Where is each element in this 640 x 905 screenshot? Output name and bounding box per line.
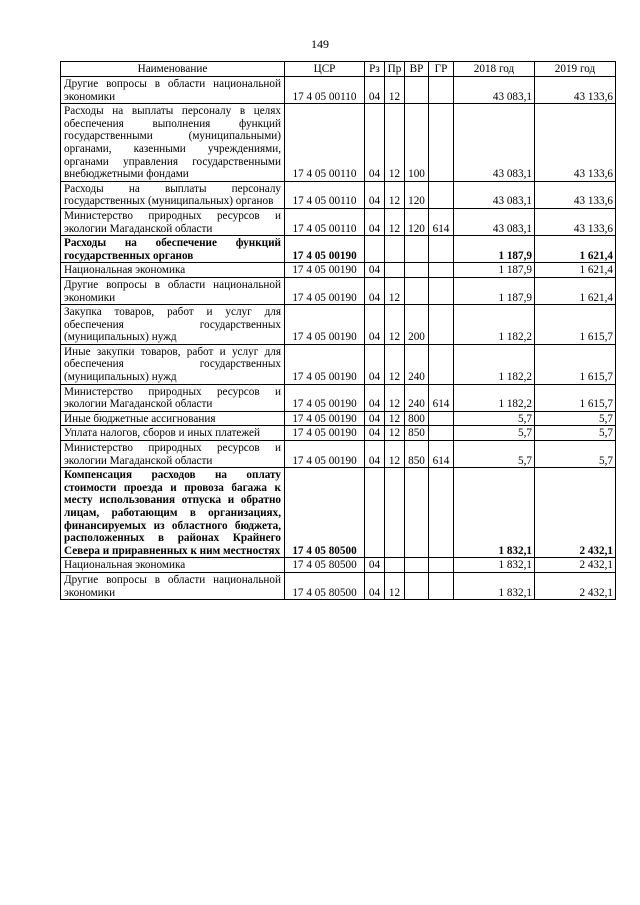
row-csr: 17 4 05 80500 [285,572,365,599]
row-csr: 17 4 05 80500 [285,558,365,573]
row-vr: 200 [405,305,429,345]
row-name: Иные бюджетные ассигнования [61,411,285,426]
table-row [61,104,616,182]
row-pr: 12 [385,426,405,441]
row-2019: 1 621,4 [535,263,616,278]
row-2018: 1 832,1 [454,558,535,573]
row-name: Уплата налогов, сборов и иных платежей [61,426,285,441]
table-row [61,441,616,468]
row-pr [385,263,405,278]
row-pr: 12 [385,441,405,468]
row-gr: 614 [429,384,454,411]
table-row [61,208,616,235]
row-vr: 800 [405,411,429,426]
row-2018: 5,7 [454,426,535,441]
table-row [61,558,616,573]
row-gr [429,77,454,104]
row-name: Другие вопросы в области национальной экономики [61,277,285,304]
row-vr: 850 [405,441,429,468]
row-name: Расходы на обеспечение функций государственных органов [61,236,285,263]
row-2018: 1 182,2 [454,384,535,411]
row-vr: 240 [405,344,429,384]
row-name: Иные закупки товаров, работ и услуг для обеспечения государственных (муниципальных) нужд [61,344,285,384]
row-2019: 1 621,4 [535,277,616,304]
row-name: Национальная экономика [61,263,285,278]
row-2019: 5,7 [535,426,616,441]
row-name: Закупка товаров, работ и услуг для обеспечения государственных (муниципальных) нужд [61,305,285,345]
row-rz: 04 [365,572,385,599]
row-rz: 04 [365,411,385,426]
row-csr: 17 4 05 00190 [285,277,365,304]
row-rz: 04 [365,384,385,411]
row-csr: 17 4 05 00110 [285,104,365,182]
row-vr [405,77,429,104]
table-row [61,572,616,599]
row-pr: 12 [385,411,405,426]
row-csr: 17 4 05 00190 [285,236,365,263]
row-pr: 12 [385,77,405,104]
row-2019: 2 432,1 [535,468,616,558]
row-2018: 1 832,1 [454,468,535,558]
row-2019: 43 133,6 [535,77,616,104]
table-row [61,411,616,426]
row-gr [429,263,454,278]
row-name: Другие вопросы в области национальной экономики [61,572,285,599]
row-2018: 43 083,1 [454,77,535,104]
row-csr: 17 4 05 00190 [285,411,365,426]
page-number: 149 [311,37,329,51]
row-pr [385,558,405,573]
row-2019: 1 615,7 [535,384,616,411]
row-gr [429,572,454,599]
header-csr: ЦСР [285,62,365,77]
row-2019: 43 133,6 [535,208,616,235]
table-row [61,384,616,411]
row-gr [429,104,454,182]
row-vr: 120 [405,181,429,208]
row-vr [405,572,429,599]
row-vr [405,236,429,263]
row-pr [385,468,405,558]
row-2018: 1 187,9 [454,263,535,278]
row-rz [365,236,385,263]
row-name: Расходы на выплаты персоналу государственных (муниципальных) органов [61,181,285,208]
row-rz: 04 [365,305,385,345]
row-2018: 1 182,2 [454,305,535,345]
row-2019: 1 621,4 [535,236,616,263]
row-gr [429,468,454,558]
row-csr: 17 4 05 00190 [285,384,365,411]
row-name: Расходы на выплаты персоналу в целях обеспечения выполнения функций государственными (муниципальными) органами, казенными учреждениями, органами управления государственными внебюджетными фондами [61,104,285,182]
row-csr: 17 4 05 00110 [285,181,365,208]
header-2018: 2018 год [454,62,535,77]
row-csr: 17 4 05 00110 [285,77,365,104]
table-header-row [61,62,616,77]
row-gr [429,558,454,573]
row-2018: 1 187,9 [454,277,535,304]
row-vr: 850 [405,426,429,441]
row-2019: 43 133,6 [535,181,616,208]
header-rz: Рз [365,62,385,77]
row-2018: 43 083,1 [454,181,535,208]
row-2019: 2 432,1 [535,558,616,573]
row-2018: 43 083,1 [454,104,535,182]
row-rz: 04 [365,181,385,208]
row-rz: 04 [365,277,385,304]
row-gr [429,277,454,304]
row-2018: 1 832,1 [454,572,535,599]
table-row [61,468,616,558]
row-2019: 1 615,7 [535,305,616,345]
row-pr: 12 [385,384,405,411]
row-vr: 100 [405,104,429,182]
row-2019: 1 615,7 [535,344,616,384]
row-name: Другие вопросы в области национальной экономики [61,77,285,104]
table-row [61,426,616,441]
row-csr: 17 4 05 00110 [285,208,365,235]
header-2019: 2019 год [535,62,616,77]
table-row [61,344,616,384]
table-row [61,236,616,263]
row-2018: 5,7 [454,411,535,426]
row-2019: 2 432,1 [535,572,616,599]
row-csr: 17 4 05 00190 [285,441,365,468]
header-gr: ГР [429,62,454,77]
row-csr: 17 4 05 00190 [285,344,365,384]
table-row [61,181,616,208]
row-2018: 1 182,2 [454,344,535,384]
row-gr [429,236,454,263]
row-vr [405,468,429,558]
row-gr [429,426,454,441]
row-pr [385,236,405,263]
row-2018: 1 187,9 [454,236,535,263]
row-csr: 17 4 05 00190 [285,305,365,345]
row-2019: 5,7 [535,411,616,426]
row-gr: 614 [429,441,454,468]
row-name: Компенсация расходов на оплату стоимости проезда и провоза багажа к месту использования отпуска и обратно лицам, работающим в организациях, финансируемых из областного бюджета, расположенных в районах Крайнего Севера и приравненных к ним местностях [61,468,285,558]
row-gr [429,181,454,208]
row-rz: 04 [365,104,385,182]
row-gr [429,344,454,384]
row-name: Национальная экономика [61,558,285,573]
row-gr: 614 [429,208,454,235]
row-pr: 12 [385,572,405,599]
row-vr: 240 [405,384,429,411]
row-csr: 17 4 05 00190 [285,263,365,278]
row-name: Министерство природных ресурсов и экологии Магаданской области [61,208,285,235]
row-vr [405,277,429,304]
row-rz: 04 [365,441,385,468]
row-2018: 43 083,1 [454,208,535,235]
row-2018: 5,7 [454,441,535,468]
row-rz: 04 [365,77,385,104]
row-pr: 12 [385,305,405,345]
row-gr [429,411,454,426]
row-csr: 17 4 05 00190 [285,426,365,441]
row-2019: 43 133,6 [535,104,616,182]
row-pr: 12 [385,208,405,235]
row-rz: 04 [365,344,385,384]
header-pr: Пр [385,62,405,77]
row-pr: 12 [385,277,405,304]
row-vr: 120 [405,208,429,235]
row-rz [365,468,385,558]
row-rz: 04 [365,426,385,441]
table-row [61,277,616,304]
row-rz: 04 [365,558,385,573]
table-row [61,263,616,278]
row-vr [405,558,429,573]
row-pr: 12 [385,104,405,182]
table-row [61,77,616,104]
row-vr [405,263,429,278]
budget-table [60,61,616,600]
row-rz: 04 [365,263,385,278]
header-name: Наименование [61,62,285,77]
row-pr: 12 [385,344,405,384]
header-vr: ВР [405,62,429,77]
row-pr: 12 [385,181,405,208]
row-name: Министерство природных ресурсов и экологии Магаданской области [61,384,285,411]
row-rz: 04 [365,208,385,235]
row-2019: 5,7 [535,441,616,468]
row-gr [429,305,454,345]
table-row [61,305,616,345]
row-csr: 17 4 05 80500 [285,468,365,558]
row-name: Министерство природных ресурсов и экологии Магаданской области [61,441,285,468]
